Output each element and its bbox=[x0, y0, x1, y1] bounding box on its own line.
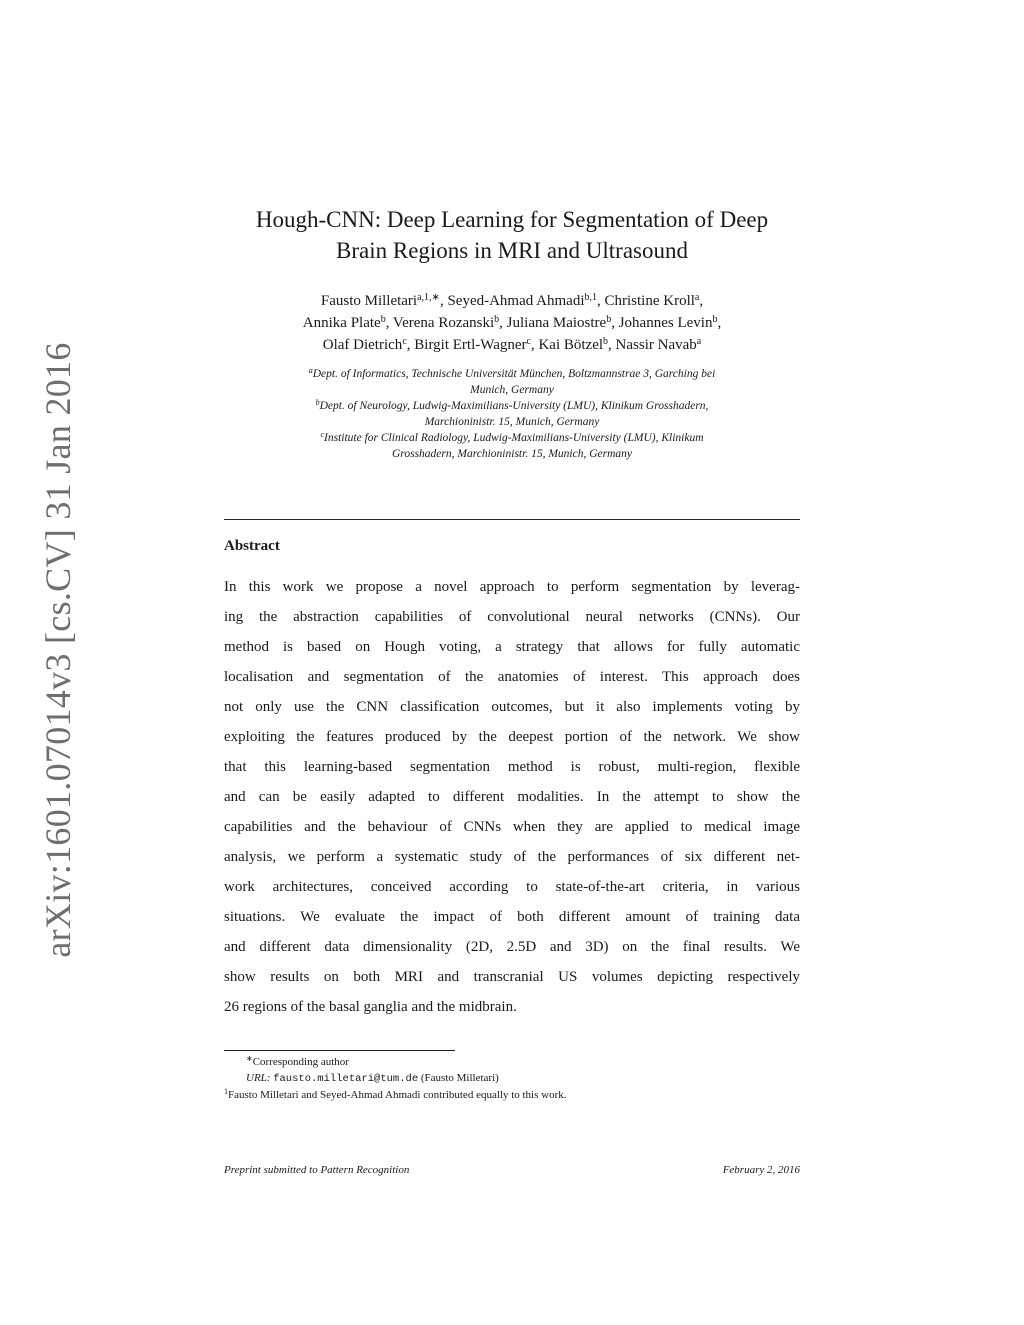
author-name: Fausto Milletari bbox=[320, 293, 418, 309]
abstract-line: exploiting the features produced by the deepest portion of the network. We show bbox=[224, 729, 800, 745]
footnote-corresponding: ∗Corresponding author bbox=[246, 1054, 349, 1068]
author-affil-mark: a bbox=[694, 292, 700, 303]
footnote-url: URL: fausto.milletari@tum.de (Fausto Milletari) bbox=[246, 1072, 499, 1085]
author-name: Annika Plate bbox=[302, 315, 381, 331]
arxiv-identifier: arXiv:1601.07014v3 [cs.CV] 31 Jan 2016 bbox=[38, 342, 78, 958]
author-line bbox=[200, 334, 824, 356]
abstract-line: not only use the CNN classification outcomes, but it also implements voting by bbox=[224, 699, 800, 715]
affiliation bbox=[224, 398, 800, 430]
abstract-line: capabilities and the behaviour of CNNs when they are applied to medical image bbox=[224, 819, 800, 835]
author-affil-mark: b bbox=[712, 314, 718, 325]
footnote-equal-contribution: $^1$Fausto Milletari and Seyed-Ahmad Ahmadi contributed equally to this work. bbox=[224, 1087, 567, 1101]
author-list bbox=[200, 290, 824, 356]
affiliations bbox=[224, 366, 800, 462]
abstract-line: situations. We evaluate the impact of both different amount of training data bbox=[224, 909, 800, 925]
author-affil-mark: b,1 bbox=[584, 292, 597, 303]
author-affil-mark: b bbox=[603, 336, 609, 347]
author-name: , Juliana Maiostre bbox=[499, 315, 607, 331]
affiliation bbox=[224, 430, 800, 462]
title-line: Brain Regions in MRI and Ultrasound bbox=[336, 238, 688, 263]
footer-date: February 2, 2016 bbox=[722, 1164, 800, 1176]
author-name: , Verena Rozanski bbox=[385, 315, 495, 331]
abstract-divider bbox=[224, 519, 800, 520]
abstract-line: method is based on Hough voting, a strategy that allows for fully automatic bbox=[224, 639, 800, 655]
affiliation-text: Marchioninistr. 15, Munich, Germany bbox=[424, 416, 600, 428]
author-affil-mark: a bbox=[696, 336, 702, 347]
affiliation-text: Dept. of Informatics, Technische Universität München, Boltzmannstrae 3, Garching bei bbox=[312, 368, 716, 380]
abstract-text bbox=[224, 572, 800, 1022]
author-separator: , bbox=[699, 293, 704, 309]
author-affil-mark: a,1,∗ bbox=[417, 292, 440, 303]
email-link[interactable]: fausto.milletari@tum.de bbox=[273, 1073, 419, 1085]
abstract-line: that this learning-based segmentation method is robust, multi-region, flexible bbox=[224, 759, 800, 775]
affiliation-text: Institute for Clinical Radiology, Ludwig-Maximilians-University (LMU), Klinikum bbox=[324, 432, 704, 444]
abstract-line: work architectures, conceived according to state-of-the-art criteria, in various bbox=[224, 879, 800, 895]
author-affil-mark: c bbox=[402, 336, 407, 347]
author-name: Olaf Dietrich bbox=[322, 337, 403, 353]
url-label: URL: bbox=[246, 1072, 271, 1084]
affiliation-text: Dept. of Neurology, Ludwig-Maximilians-University (LMU), Klinikum Grosshadern, bbox=[319, 400, 709, 412]
affiliation-mark: a bbox=[308, 366, 313, 375]
author-line bbox=[200, 312, 824, 334]
affiliation-text: Grosshadern, Marchioninistr. 15, Munich, Germany bbox=[392, 448, 632, 460]
abstract-line: 26 regions of the basal ganglia and the midbrain. bbox=[224, 999, 517, 1015]
author-line bbox=[200, 290, 824, 312]
author-affil-mark: b bbox=[606, 314, 612, 325]
abstract-heading: Abstract bbox=[224, 538, 280, 554]
footnote-mark: 1 bbox=[224, 1087, 228, 1096]
author-name: , Johannes Levin bbox=[611, 315, 713, 331]
title-line: Hough-CNN: Deep Learning for Segmentation of Deep bbox=[255, 207, 769, 232]
journal-note: Preprint submitted to Pattern Recognition bbox=[224, 1164, 410, 1176]
author-separator: , bbox=[717, 315, 722, 331]
author-name: , Seyed-Ahmad Ahmadi bbox=[439, 293, 585, 309]
author-name: , Kai Bötzel bbox=[530, 337, 604, 353]
author-affil-mark: b bbox=[380, 314, 386, 325]
affiliation-mark: b bbox=[315, 398, 320, 407]
footnotes bbox=[224, 1054, 800, 1103]
footnote-divider bbox=[224, 1050, 455, 1051]
affiliation-mark: c bbox=[320, 430, 325, 439]
abstract-line: analysis, we perform a systematic study of the performances of six different net- bbox=[224, 849, 800, 865]
affiliation bbox=[224, 366, 800, 398]
abstract-line: ing the abstraction capabilities of convolutional neural networks (CNNs). Our bbox=[224, 609, 800, 625]
abstract-line: and different data dimensionality (2D, 2.5D and 3D) on the final results. We bbox=[224, 939, 800, 955]
affiliation-text: Munich, Germany bbox=[470, 384, 554, 396]
paper-title bbox=[200, 204, 824, 266]
abstract-line: localisation and segmentation of the anatomies of interest. This approach does bbox=[224, 669, 800, 685]
abstract-line: show results on both MRI and transcranial US volumes depicting respectively bbox=[224, 969, 800, 985]
author-affil-mark: b bbox=[494, 314, 500, 325]
author-name: , Nassir Navab bbox=[608, 337, 697, 353]
footnote-mark: ∗ bbox=[246, 1054, 253, 1063]
author-name: , Christine Kroll bbox=[597, 293, 695, 309]
abstract-line: In this work we propose a novel approach to perform segmentation by leverag- bbox=[224, 579, 800, 595]
abstract-line: and can be easily adapted to different modalities. In the attempt to show the bbox=[224, 789, 800, 805]
author-name: , Birgit Ertl-Wagner bbox=[406, 337, 527, 353]
author-affil-mark: c bbox=[526, 336, 531, 347]
